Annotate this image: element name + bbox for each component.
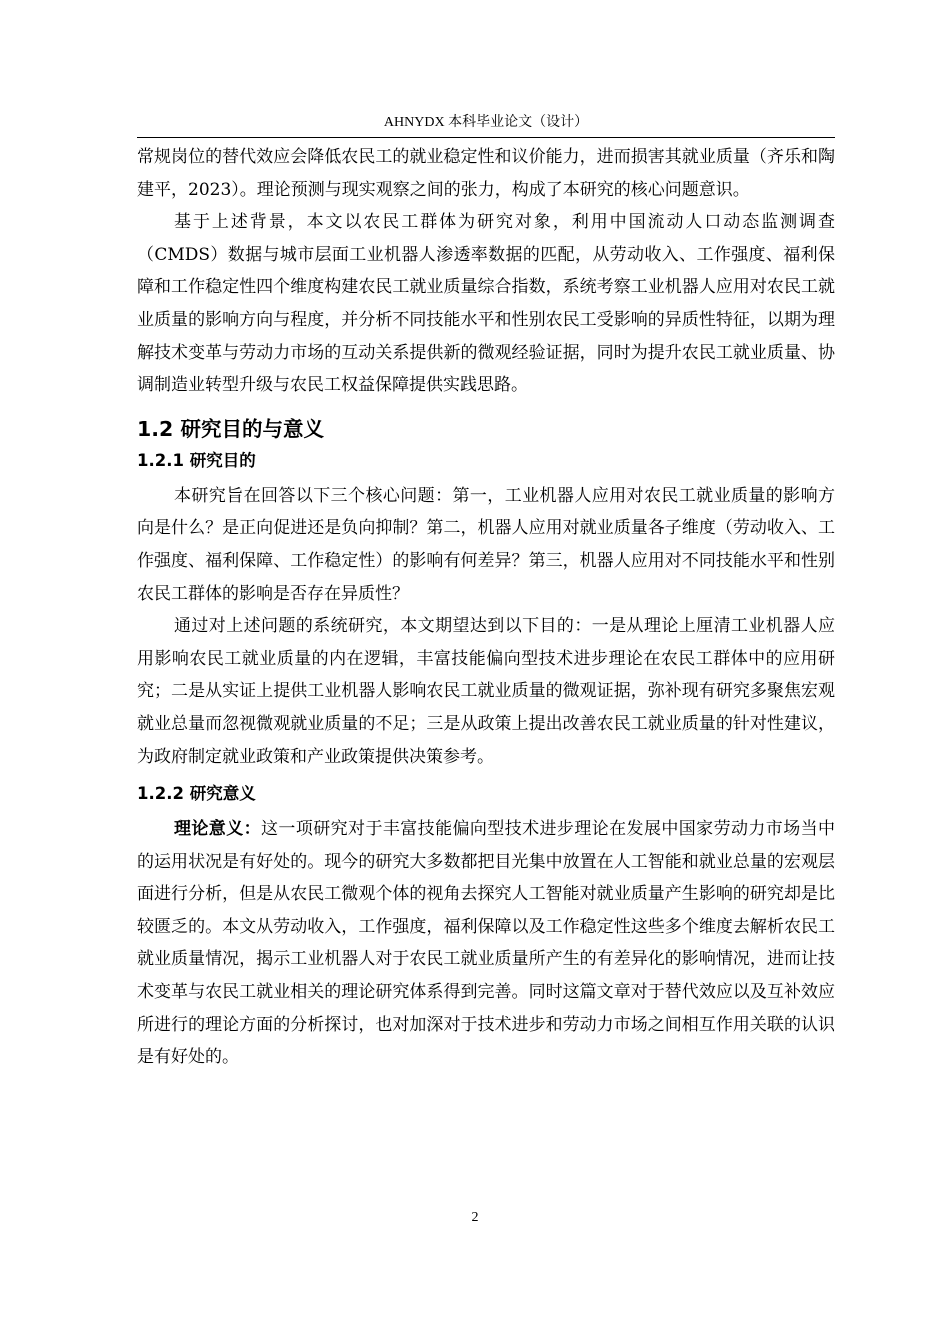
running-header: AHNYDX 本科毕业论文（设计） [383,115,589,130]
paragraph-theoretical-significance [137,813,835,1074]
paragraph-theory-text: 这一项研究对于丰富技能偏向型技术进步理论在发展中国家劳动力市场当中的运用状况是有好处的。现今的研究大多数都把目光集中放置在人工智能和就业总量的宏观层面进行分析，但是从农民工微观个体的视角去探究人工智能对就业质量产生影响的研究却是比较匮乏的。本文从劳动收入，工作强度，福利保障以及工作稳定性这些多个维度去解析农民工就业质量情况，揭示工业机器人对于农民工就业质量所产生的有差异化的影响情况，进而让技术变革与农民工就业相关的理论研究体系得到完善。同时这篇文章对于替代效应以及互补效应所进行的理论方面的分析探讨，也对加深对于技术进步和劳动力市场之间相互作用关联的认识是有好处的。 [137,819,836,1068]
paragraph-continuation: 常规岗位的替代效应会降低农民工的就业稳定性和议价能力，进而损害其就业质量（齐乐和陶建平，2023）。理论预测与现实观察之间的张力，构成了本研究的核心问题意识。 [137,147,835,200]
paragraph-research-questions: 本研究旨在回答以下三个核心问题：第一，工业机器人应用对农民工就业质量的影响方向是什么？是正向促进还是负向抑制？第二，机器人应用对就业质量各子维度（劳动收入、工作强度、福利保障、工作稳定性）的影响有何差异？第三，机器人应用对不同技能水平和性别农民工群体的影响是否存在异质性？ [137,485,835,604]
header-rule [137,137,835,138]
subsection-heading-1-2-2: 1.2.2 研究意义 [137,784,256,804]
page-body [137,141,835,1074]
paragraph-background: 基于上述背景，本文以农民工群体为研究对象，利用中国流动人口动态监测调查（CMDS）数据与城市层面工业机器人渗透率数据的匹配，从劳动收入、工作强度、福利保障和工作稳定性四个维度构建农民工就业质量综合指数，系统考察工业机器人应用对农民工就业质量的影响方向与程度，并分析不同技能水平和性别农民工受影响的异质性特征，以期为理解技术变革与劳动力市场的互动关系提供新的微观经验证据，同时为提升农民工就业质量、协调制造业转型升级与农民工权益保障提供实践思路。 [137,212,835,396]
paragraph-research-goals: 通过对上述问题的系统研究，本文期望达到以下目的：一是从理论上厘清工业机器人应用影响农民工就业质量的内在逻辑，丰富技能偏向型技术进步理论在农民工群体中的应用研究；二是从实证上提供工业机器人影响农民工就业质量的微观证据，弥补现有研究多聚焦宏观就业总量而忽视微观就业质量的不足；三是从政策上提出改善农民工就业质量的针对性建议，为政府制定就业政策和产业政策提供决策参考。 [137,616,835,767]
section-heading-1-2: 1.2 研究目的与意义 [137,416,324,441]
lead-label-theory: 理论意义： [174,819,262,840]
page-number: 2 [471,1210,479,1225]
subsection-heading-1-2-1: 1.2.1 研究目的 [137,450,256,470]
